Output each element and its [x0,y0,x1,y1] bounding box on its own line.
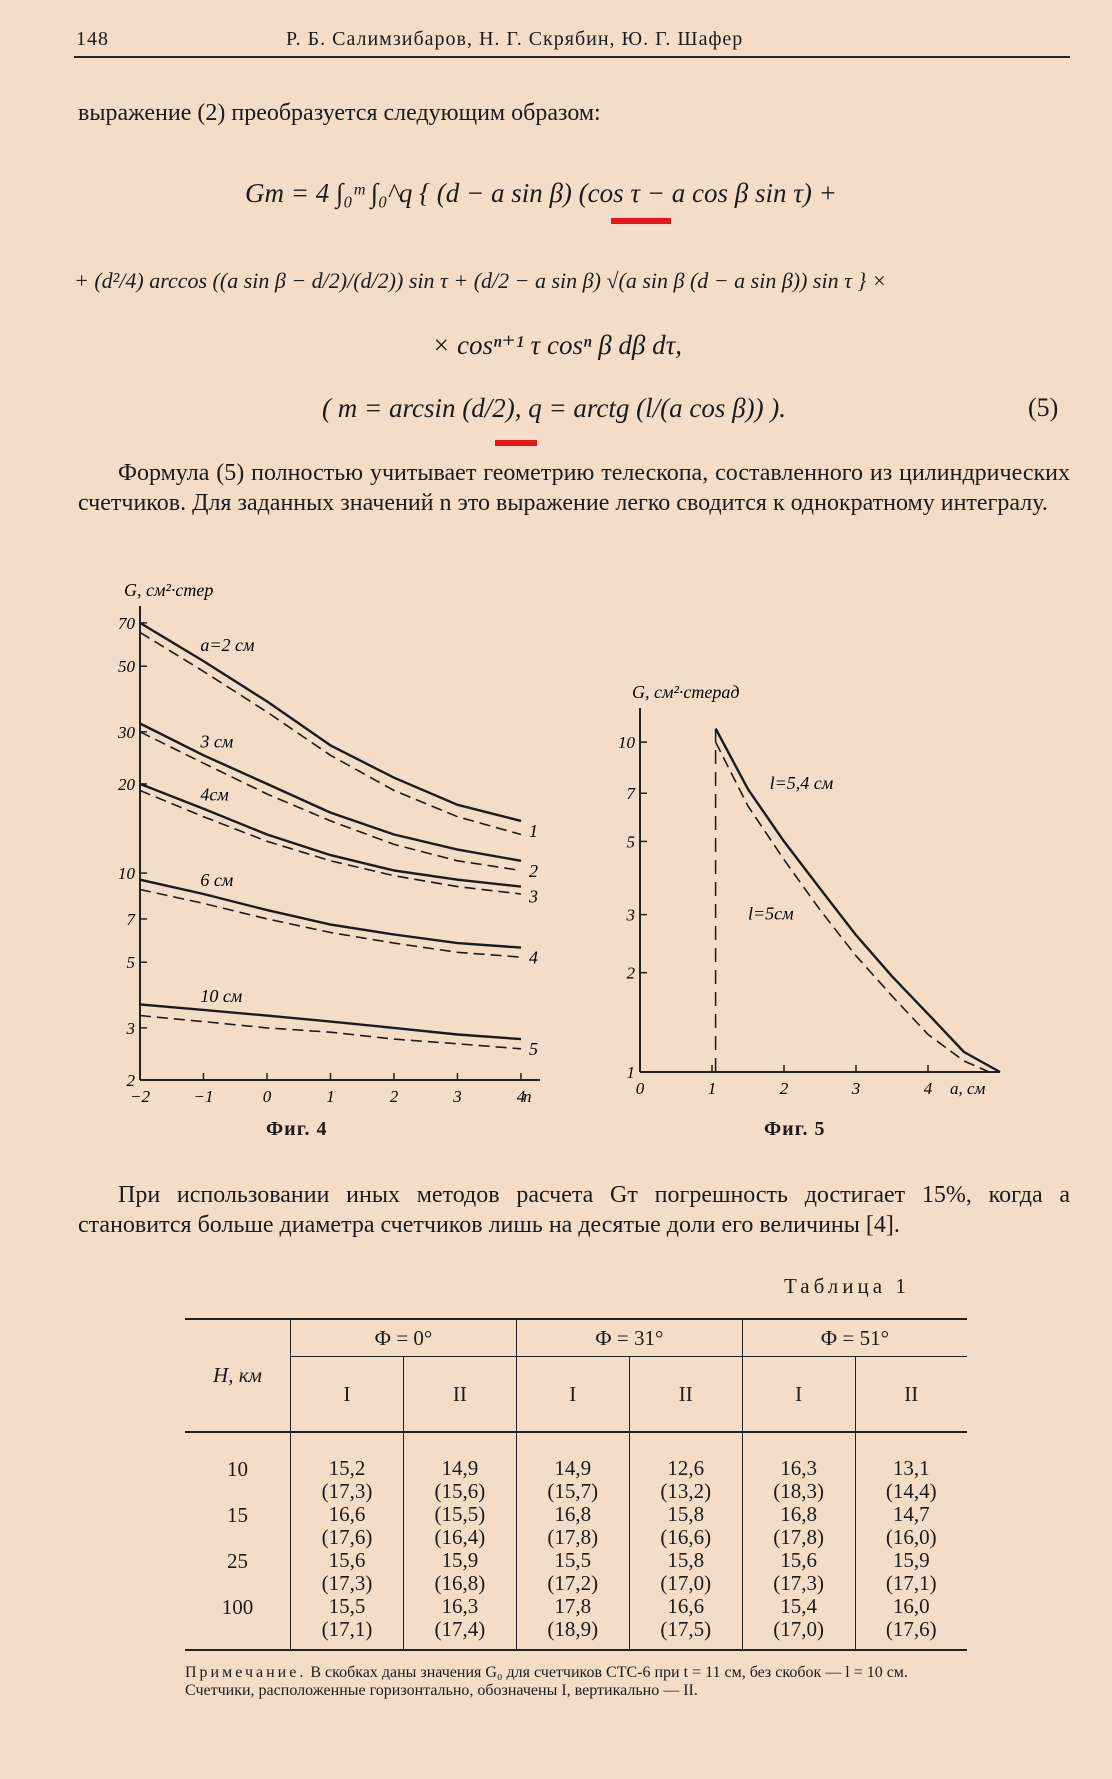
value: 15,5 [554,1548,592,1572]
intro-text: выражение (2) преобразуется следующим образом: [78,100,601,126]
equation-number: (5) [1028,393,1059,422]
table-1 [185,1318,967,1651]
page-number: 148 [76,28,109,50]
x-tick-label: 2 [779,1079,789,1098]
value-in-parentheses: (17,8) [773,1525,825,1549]
value-in-parentheses: (17,3) [321,1479,373,1503]
subheader: II [403,1357,516,1433]
subheader: I [291,1357,404,1433]
value-in-parentheses: (17,2) [547,1571,599,1595]
formula-line-4: ( m = arcsin (d/2), q = arctg (l/(a cos β)) ). [322,393,787,423]
value: 16,3 [441,1594,479,1618]
y-axis-label: G, см²·стерад [632,682,740,702]
formula-line-2: + (d²/4) arccos ((a sin β − d/2)/(d/2)) sin τ + (d/2 − a sin β) √(a sin β (d − a sin β)) sin τ } × [74,268,887,293]
x-tick-label: 1 [707,1079,717,1098]
header-rule [74,56,1070,58]
value: 15,6 [328,1548,366,1572]
value: 16,0 [892,1594,930,1618]
x-tick-label: 0 [262,1087,272,1106]
series-line [140,890,521,958]
value-in-parentheses: (17,1) [885,1571,937,1595]
row-header: H, км [213,1363,262,1387]
figure-5-chart [610,670,1020,1110]
value: 15,4 [780,1594,818,1618]
table-cell [403,1432,516,1503]
red-underline-mark [611,218,671,224]
table-cell [855,1549,967,1595]
figure-5-caption: Фиг. 5 [764,1118,826,1140]
series-line [140,623,521,821]
value-in-parentheses: (17,1) [321,1617,373,1641]
value: 13,1 [892,1456,930,1480]
note-text: В скобках даны значения G₀ для счетчиков СТС-6 при t = 11 см, без скобок — l = 10 см. Счетчики, расположенные горизонтально, обозначены I, вертикально — II. [185,1664,908,1699]
x-axis-label: a, см [950,1079,986,1098]
subheader: I [516,1357,629,1433]
value: 15,8 [667,1502,705,1526]
value-in-parentheses: (18,9) [547,1617,599,1641]
running-head-authors: Р. Б. Салимзибаров, Н. Г. Скрябин, Ю. Г. Шафер [286,28,744,50]
table-cell [742,1432,855,1503]
series-line [716,729,1000,1073]
value-in-parentheses: (16,4) [434,1525,486,1549]
y-tick-label: 2 [626,963,635,983]
series-line [140,880,521,948]
value-in-parentheses: (17,8) [547,1525,599,1549]
value: 17,8 [554,1594,592,1618]
x-tick-label: 2 [389,1087,399,1106]
value: 16,6 [667,1594,705,1618]
value-in-parentheses: (17,6) [885,1617,937,1641]
table-row [185,1549,967,1595]
y-tick-label: 5 [626,832,635,852]
value-in-parentheses: (17,3) [773,1571,825,1595]
curve-number-label: 4 [528,947,538,968]
y-axis-label: G, см²·стер [124,580,214,600]
x-tick-label: 3 [851,1079,861,1098]
paragraph-formula-5 [78,458,1070,518]
figure-4-caption: Фиг. 4 [266,1118,328,1140]
x-tick-label: 3 [453,1087,462,1106]
table-note [185,1664,975,1700]
value-in-parentheses: (17,0) [773,1617,825,1641]
x-tick-label: 4 [923,1079,933,1098]
y-tick-label: 30 [118,722,135,742]
table-cell [742,1549,855,1595]
value: 16,8 [554,1502,592,1526]
height-cell: 100 [221,1595,254,1619]
value: 16,3 [780,1456,818,1480]
series-name-label: l=5см [748,903,794,924]
table-cell [855,1503,967,1549]
group-header: Ф = 31° [516,1319,742,1357]
table-cell [403,1503,516,1549]
series-name-label: l=5,4 см [769,773,834,794]
value-in-parentheses: (18,3) [773,1479,825,1503]
value: 16,8 [780,1502,818,1526]
fig5-plot [618,682,1000,1098]
y-tick-label: 10 [118,864,135,884]
table-cell [291,1595,404,1650]
table-cell [629,1595,742,1650]
series-name-label: 6 см [200,869,234,890]
x-tick-label: 0 [635,1079,645,1098]
table-cell [742,1503,855,1549]
table-cell [855,1432,967,1503]
value: 15,8 [667,1548,705,1572]
value-in-parentheses: (17,4) [434,1617,486,1641]
y-tick-label: 3 [126,1018,135,1038]
table-cell [516,1503,629,1549]
value-in-parentheses: (16,6) [660,1525,712,1549]
formula-line-3: × cosⁿ⁺¹ τ cosⁿ β dβ dτ, [432,330,683,360]
y-tick-label: 7 [126,909,135,929]
value-in-parentheses: (14,4) [885,1479,937,1503]
value-in-parentheses: (15,6) [434,1479,486,1503]
group-header: Ф = 0° [291,1319,517,1357]
subheader: II [855,1357,967,1433]
value: 14,9 [554,1456,592,1480]
value-in-parentheses: (16,0) [885,1525,937,1549]
y-tick-label: 70 [118,613,135,633]
y-tick-label: 10 [618,733,635,753]
table-row [185,1432,967,1503]
value: 14,7 [892,1502,930,1526]
note-label: Примечание. [185,1664,307,1681]
table-cell [291,1503,404,1549]
table-row [185,1503,967,1549]
table-row [185,1595,967,1650]
value-in-parentheses: (17,3) [321,1571,373,1595]
series-line [140,784,521,887]
value: 14,9 [441,1456,479,1480]
table-body [185,1432,967,1650]
y-tick-label: 7 [626,784,635,804]
value-in-parentheses: (17,6) [321,1525,373,1549]
series-name-label: 10 см [200,985,243,1006]
group-header: Ф = 51° [742,1319,967,1357]
figure-4-chart [110,570,560,1110]
height-cell: 25 [227,1549,248,1573]
subheader: I [742,1357,855,1433]
x-tick-label: 4 [516,1087,526,1106]
curve-number-label: 5 [528,1039,538,1060]
table-cell [629,1503,742,1549]
x-tick-label: −2 [130,1087,150,1106]
value: 16,6 [328,1502,366,1526]
x-tick-label: −1 [193,1087,214,1106]
series-line [140,632,521,834]
value-in-parentheses: (16,8) [434,1571,486,1595]
paragraph-methods [78,1180,1070,1240]
x-tick-label: 1 [326,1087,335,1106]
x-axis-label: n [523,1087,532,1106]
fig4-plot [117,580,540,1106]
red-underline-mark [495,440,537,446]
paragraph-text: При использовании иных методов расчета Gт погрешность достигает 15%, когда a становится больше диаметра счетчиков лишь на десятые доли его величины [4]. [78,1182,1070,1238]
height-cell: 15 [227,1503,248,1527]
curve-number-label: 3 [528,886,538,907]
series-name-label: 4см [200,784,229,805]
curve-number-label: 2 [528,860,538,881]
y-tick-label: 2 [126,1071,135,1090]
value: (15,5) [434,1502,486,1526]
curve-number-label: 1 [528,820,538,841]
value: 15,6 [780,1548,818,1572]
paragraph-text: Формула (5) полностью учитывает геометрию телескопа, составленного из цилиндрических счетчиков. Для заданных значений n это выражение легко сводится к однократному интегралу. [78,460,1070,516]
table-cell [403,1549,516,1595]
y-tick-label: 20 [118,774,135,794]
value: 12,6 [667,1456,705,1480]
y-tick-label: 3 [626,905,635,925]
table-cell [855,1595,967,1650]
series-name-label: a=2 см [200,635,255,656]
table-cell [291,1549,404,1595]
value: 15,9 [892,1548,930,1572]
value-in-parentheses: (17,5) [660,1617,712,1641]
y-tick-label: 1 [626,1063,635,1082]
y-tick-label: 50 [118,657,135,677]
table-cell [516,1595,629,1650]
height-cell: 10 [227,1457,248,1481]
value-in-parentheses: (15,7) [547,1479,599,1503]
subheader: II [629,1357,742,1433]
value-in-parentheses: (17,0) [660,1571,712,1595]
table-cell [291,1432,404,1503]
formula-line-1: Gт = 4 ∫₀ᵐ ∫₀^q { (d − a sin β) (cos τ − a cos β sin τ) + [245,178,837,208]
value-in-parentheses: (13,2) [660,1479,712,1503]
value: 15,9 [441,1548,479,1572]
table-cell [516,1549,629,1595]
value: 15,2 [328,1456,366,1480]
table-cell [629,1549,742,1595]
table-cell [629,1432,742,1503]
y-tick-label: 5 [126,953,135,973]
table-cell [403,1595,516,1650]
series-name-label: 3 см [200,731,234,752]
table-cell [516,1432,629,1503]
table-title: Таблица 1 [784,1274,910,1298]
table-cell [742,1595,855,1650]
value: 15,5 [328,1594,366,1618]
